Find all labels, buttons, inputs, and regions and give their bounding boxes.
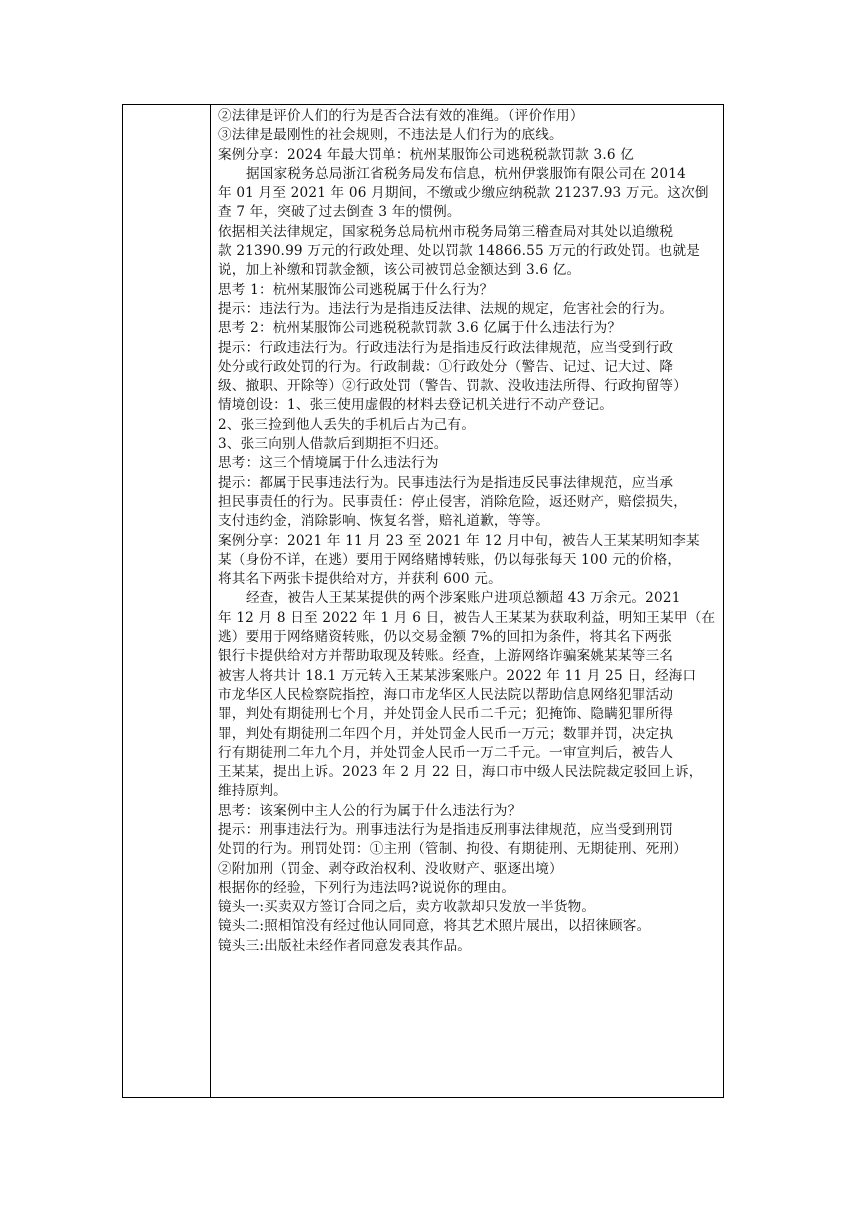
document-table: [122, 104, 724, 1098]
text-line: ②法律是评价人们的行为是否合法有效的准绳。（评价作用）: [218, 108, 584, 124]
text-line: 思考：这三个情境属于什么违法行为: [218, 455, 439, 472]
text-line: 提示：都属于民事违法行为。民事违法行为是指违反民事法律规范，应当承: [218, 474, 674, 491]
text-line: 将其名下两张卡提供给对方，并获利 600 元。: [218, 571, 502, 588]
text-line: 年 12 月 8 日至 2022 年 1 月 6 日，被告人王某某为获取利益，明知王某甲（在: [218, 609, 716, 626]
text-line: 说，加上补缴和罚款金额，该公司被罚总金额达到 3.6 亿。: [218, 262, 581, 279]
text-line: 银行卡提供给对方并帮助取现及转账。经查，上游网络诈骗案姚某某等三名: [218, 648, 674, 665]
text-line: 处罚的行为。刑罚处罚：①主刑（管制、拘役、有期徒刑、无期徒刑、死刑）: [218, 841, 687, 858]
text-line: ③法律是最刚性的社会规则，不违法是人们行为的底线。: [218, 127, 563, 144]
text-line: 年 01 月至 2021 年 06 月期间，不缴或少缴应纳税款 21237.93 万元。这次倒: [218, 185, 709, 202]
text-line: 罪，判处有期徒刑七个月，并处罚金人民币二千元；犯掩饰、隐瞒犯罪所得: [218, 706, 674, 723]
text-line: 查 7 年，突破了过去倒查 3 年的惯例。: [218, 204, 461, 221]
text-line: 根据你的经验，下列行为违法吗?说说你的理由。: [218, 879, 516, 896]
text-line: 提示：违法行为。违法行为是指违反法律、法规的规定，危害社会的行为。: [218, 300, 674, 317]
text-line: 市龙华区人民检察院指控，海口市龙华区人民法院以帮助信息网络犯罪活动: [218, 686, 674, 703]
text-line: 维持原判。: [218, 783, 287, 800]
text-line: 款 21390.99 万元的行政处理、处以罚款 14866.55 万元的行政处罚。也就是: [218, 243, 701, 260]
text-line: 情境创设：1、张三使用虚假的材料去登记机关进行不动产登记。: [218, 397, 614, 414]
text-line: 逃）要用于网络赌资转账，仍以交易金额 7%的回扣为条件，将其名下两张: [218, 629, 673, 646]
text-line: 案例分享：2024 年最大罚单：杭州某服饰公司逃税税款罚款 3.6 亿: [218, 146, 635, 163]
text-line: 案例分享：2021 年 11 月 23 至 2021 年 12 月中旬，被告人王某某明知李某: [218, 532, 700, 549]
text-line: 依据相关法律规定，国家税务总局杭州市税务局第三稽查局对其处以追缴税: [218, 223, 674, 240]
text-line: 处分或行政处罚的行为。行政制裁：①行政处分（警告、记过、记大过、降: [218, 358, 674, 375]
text-line: 支付违约金，消除影响、恢复名誉，赔礼道歉，等等。: [218, 513, 550, 530]
text-line: 提示：刑事违法行为。刑事违法行为是指违反刑事法律规范，应当受到刑罚: [218, 821, 674, 838]
text-line: ②附加刑（罚金、剥夺政治权利、没收财产、驱逐出境）: [218, 860, 563, 877]
text-line: 某（身份不详，在逃）要用于网络赌博转账，仍以每张每天 100 元的价格，: [218, 551, 682, 568]
text-line: 镜头一:买卖双方签订合同之后，卖方收款却只发放一半货物。: [218, 899, 596, 916]
text-line: 2、张三捡到他人丢失的手机后占为己有。: [218, 416, 476, 433]
column-divider: [210, 105, 211, 1097]
text-line: 思考 1：杭州某服饰公司逃税属于什么行为？: [218, 281, 494, 298]
text-line: 担民事责任的行为。民事责任：停止侵害，消除危险，返还财产，赔偿损失，: [218, 493, 687, 510]
content-cell: [218, 107, 719, 956]
text-line: 级、撤职、开除等）②行政处罚（警告、罚款、没收违法所得、行政拘留等）: [218, 378, 687, 395]
text-line: 3、张三向别人借款后到期拒不归还。: [218, 436, 448, 453]
text-line: 行有期徒刑二年九个月，并处罚金人民币一万二千元。一审宣判后，被告人: [218, 744, 674, 761]
text-line: 思考：该案例中主人公的行为属于什么违法行为？: [218, 802, 522, 819]
text-line: 镜头二:照相馆没有经过他认同同意，将其艺术照片展出，以招徕顾客。: [218, 918, 651, 935]
text-line: 经查，被告人王某某提供的两个涉案账户进项总额超 43 万余元。2021: [246, 590, 681, 607]
text-line: 被害人将共计 18.1 万元转入王某某涉案账户。2022 年 11 月 25 日，经海口: [218, 667, 697, 684]
text-line: 据国家税务总局浙江省税务局发布信息，杭州伊裳服饰有限公司在 2014: [246, 165, 686, 182]
text-line: 王某某，提出上诉。2023 年 2 月 22 日，海口市中级人民法院裁定驳回上诉，: [218, 764, 703, 781]
text-line: 镜头三:出版社未经作者同意发表其作品。: [218, 937, 472, 954]
text-line: 罪，判处有期徒刑二年四个月，并处罚金人民币一万元；数罪并罚，决定执: [218, 725, 674, 742]
text-line: 思考 2：杭州某服饰公司逃税税款罚款 3.6 亿属于什么违法行为？: [218, 320, 622, 337]
text-line: 提示：行政违法行为。行政违法行为是指违反行政法律规范，应当受到行政: [218, 339, 674, 356]
